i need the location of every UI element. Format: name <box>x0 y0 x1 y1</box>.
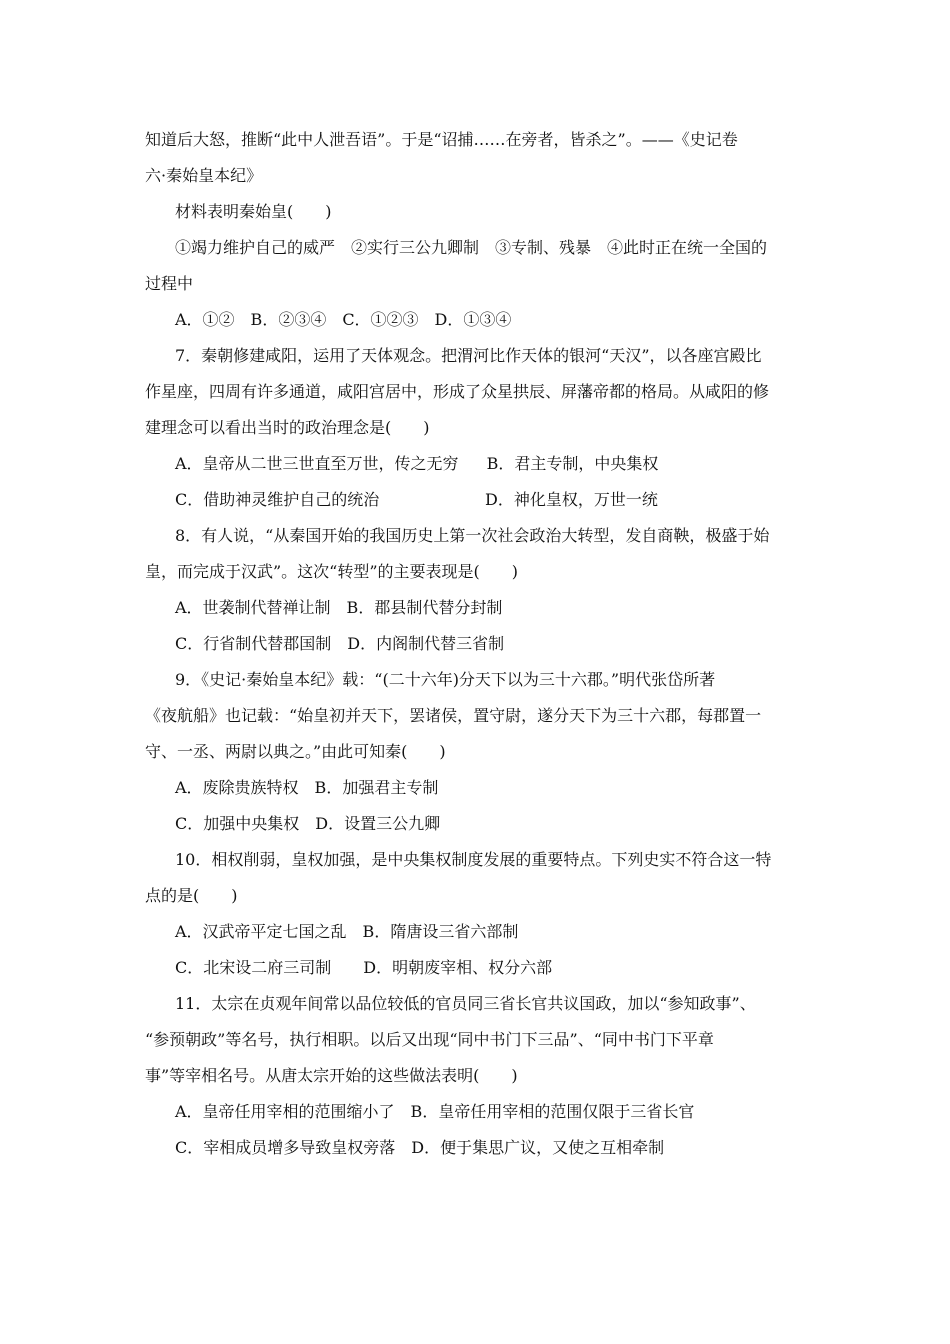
q7-option-c: C．借助神灵维护自己的统治 <box>175 490 380 509</box>
q7-stem-line-2: 作星座，四周有许多通道，咸阳宫居中，形成了众星拱辰、屏藩帝都的格局。从咸阳的修 <box>145 382 770 401</box>
q8-stem-line-1: 8．有人说，“从秦国开始的我国历史上第一次社会政治大转型，发自商鞅，极盛于始 <box>175 526 770 545</box>
q10-options-row-1: A．汉武帝平定七国之乱 B．隋唐设三省六部制 <box>175 922 519 941</box>
q11-options-row-1: A．皇帝任用宰相的范围缩小了 B．皇帝任用宰相的范围仅限于三省长官 <box>175 1102 695 1121</box>
q6-material-line-2: 六·秦始皇本纪》 <box>145 166 263 185</box>
question-7 <box>145 338 810 518</box>
q10-stem-line-1: 10．相权削弱，皇权加强，是中央集权制度发展的重要特点。下列史实不符合这一特 <box>175 850 772 869</box>
q6-items-line-1: ①竭力维护自己的威严 ②实行三公九卿制 ③专制、残暴 ④此时正在统一全国的 <box>175 238 768 257</box>
question-content <box>145 122 810 1166</box>
question-11 <box>145 986 810 1166</box>
q8-options-row-1: A．世袭制代替禅让制 B．郡县制代替分封制 <box>175 598 503 617</box>
question-6 <box>145 122 810 338</box>
q6-material-line-1: 知道后大怒，推断“此中人泄吾语”。于是“诏捕……在旁者，皆杀之”。——《史记卷 <box>145 130 738 149</box>
q11-options-row-2: C．宰相成员增多导致皇权旁落 D．便于集思广议，又使之互相牵制 <box>175 1138 665 1157</box>
q7-stem-line-1: 7．秦朝修建咸阳，运用了天体观念。把渭河比作天体的银河“天汉”，以各座宫殿比 <box>175 346 762 365</box>
q9-stem-line-3: 守、一丞、两尉以典之。”由此可知秦( ) <box>145 742 446 761</box>
q6-items-line-2: 过程中 <box>145 274 194 293</box>
q8-stem-line-2: 皇，而完成于汉武”。这次“转型”的主要表现是( ) <box>145 562 519 581</box>
q10-stem-line-2: 点的是( ) <box>145 886 238 905</box>
q9-stem-line-1: 9．《史记·秦始皇本纪》载：“(二十六年)分天下以为三十六郡。”明代张岱所著 <box>175 670 716 689</box>
question-10 <box>145 842 810 986</box>
q6-stem: 材料表明秦始皇( ) <box>175 202 332 221</box>
question-9 <box>145 662 810 842</box>
q11-stem-line-3: 事”等宰相名号。从唐太宗开始的这些做法表明( ) <box>145 1066 518 1085</box>
q9-stem-line-2: 《夜航船》也记载：“始皇初并天下，罢诸侯，置守尉，遂分天下为三十六郡，每郡置一 <box>145 706 762 725</box>
q6-options: A．①② B．②③④ C．①②③ D．①③④ <box>175 310 512 329</box>
q7-option-b: B．君主专制，中央集权 <box>486 454 659 473</box>
q8-options-row-2: C．行省制代替郡国制 D．内阁制代替三省制 <box>175 634 505 653</box>
q7-option-d: D．神化皇权，万世一统 <box>485 490 658 509</box>
q9-options-row-1: A．废除贵族特权 B．加强君主专制 <box>175 778 439 797</box>
q9-options-row-2: C．加强中央集权 D．设置三公九卿 <box>175 814 441 833</box>
q7-stem-line-3: 建理念可以看出当时的政治理念是( ) <box>145 418 430 437</box>
question-8 <box>145 518 810 662</box>
q7-options-row-1 <box>145 446 810 482</box>
q7-option-a: A．皇帝从二世三世直至万世，传之无穷 <box>175 454 459 473</box>
q10-options-row-2: C．北宋设二府三司制 D．明朝废宰相、权分六部 <box>175 958 553 977</box>
q7-options-row-2 <box>145 482 810 518</box>
q11-stem-line-2: “参预朝政”等名号，执行相职。以后又出现“同中书门下三品”、“同中书门下平章 <box>145 1030 714 1049</box>
q11-stem-line-1: 11．太宗在贞观年间常以品位较低的官员同三省长官共议国政，加以“参知政事”、 <box>175 994 756 1013</box>
